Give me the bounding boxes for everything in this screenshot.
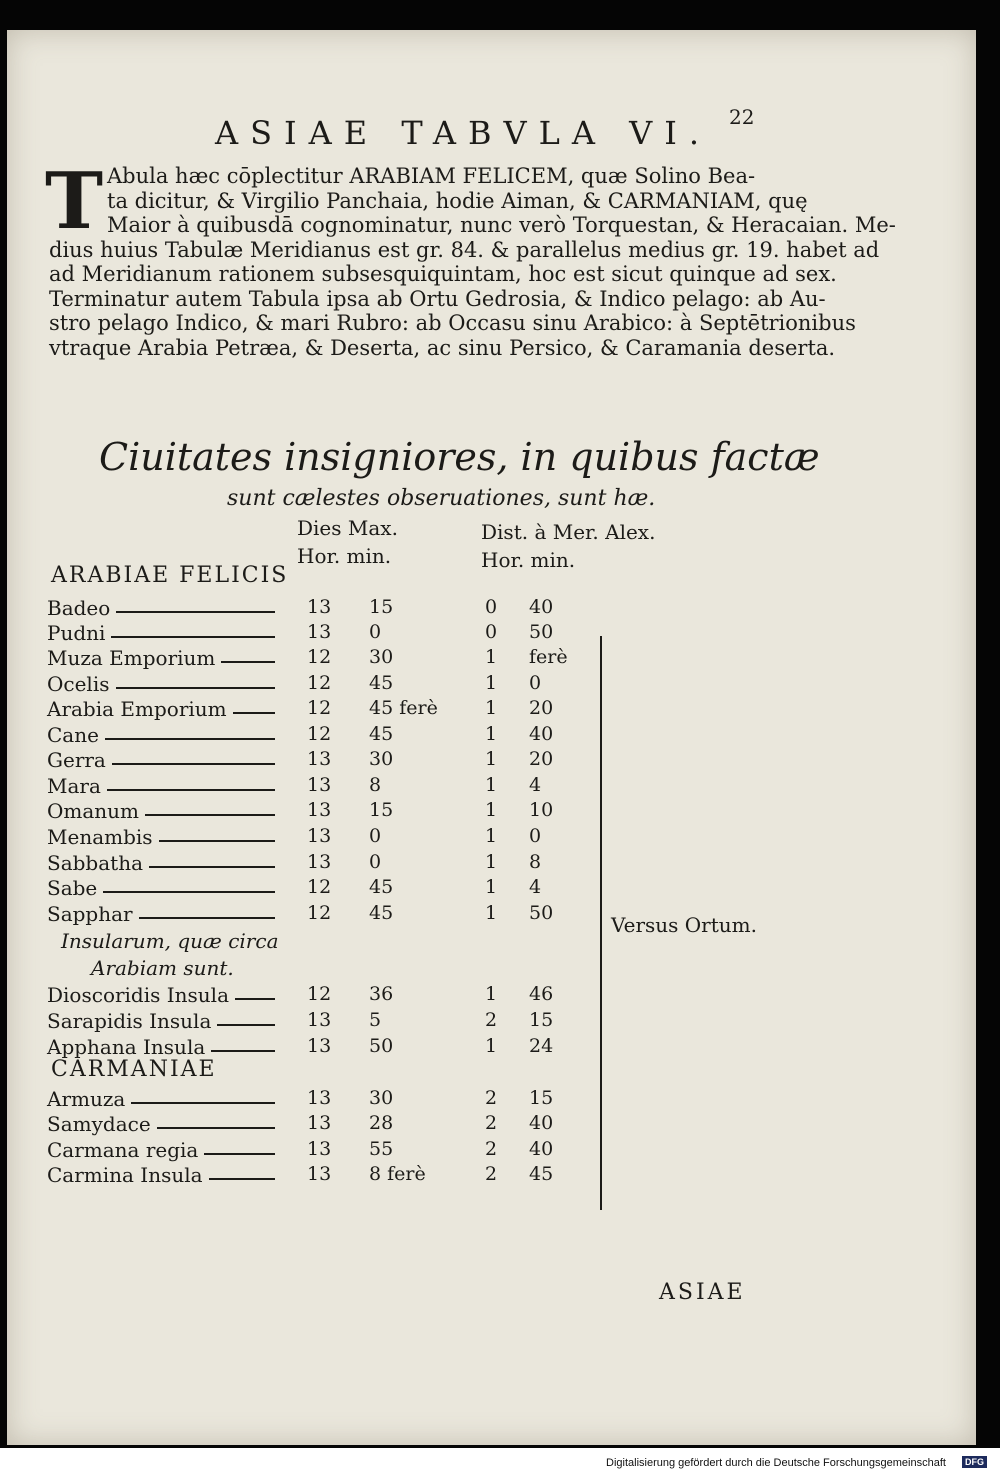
- place-name: Pudni: [47, 621, 106, 645]
- day-hours: 12: [307, 646, 332, 668]
- place-name: Samydace: [47, 1112, 151, 1136]
- dist-minutes: 20: [529, 748, 554, 770]
- day-minutes: 8 ferè: [369, 1163, 426, 1185]
- intro-line: Abula hæc cōplectitur ARABIAM FELICEM, quæ Solino Bea-: [107, 164, 756, 188]
- day-hours: 12: [307, 697, 332, 719]
- day-hours: 13: [307, 799, 332, 821]
- section-label-insularum: Insularum, quæ circa: [61, 929, 279, 953]
- place-name: Armuza: [47, 1087, 126, 1111]
- day-hours: 13: [307, 1087, 332, 1109]
- section-heading: Ciuitates insigniores, in quibus factæ: [99, 435, 820, 479]
- dist-minutes: 4: [529, 774, 542, 796]
- place-name: Sabe: [47, 876, 98, 900]
- leader-line: [159, 840, 275, 842]
- footer-credit: Digitalisierung gefördert durch die Deutsche Forschungsgemeinschaft: [606, 1457, 946, 1469]
- column-header-dist-line2: Hor. min.: [481, 548, 576, 572]
- dist-minutes: 40: [529, 1112, 554, 1134]
- dist-hours: 1: [485, 723, 498, 745]
- dist-minutes: 40: [529, 1138, 554, 1160]
- dist-hours: 1: [485, 774, 498, 796]
- day-hours: 13: [307, 1163, 332, 1185]
- dist-minutes: 15: [529, 1009, 554, 1031]
- dist-minutes: 46: [529, 983, 554, 1005]
- dist-minutes: 15: [529, 1087, 554, 1109]
- dist-minutes: 10: [529, 799, 554, 821]
- intro-line: dius huius Tabulæ Meridianus est gr. 84. & parallelus medius gr. 19. habet ad: [49, 237, 880, 262]
- place-name: Badeo: [47, 596, 111, 620]
- column-header-dies: [297, 514, 398, 570]
- day-hours: 12: [307, 672, 332, 694]
- day-hours: 13: [307, 748, 332, 770]
- place-name: Apphana Insula: [47, 1035, 206, 1059]
- place-name: Carmina Insula: [47, 1163, 203, 1187]
- day-minutes: 30: [369, 646, 394, 668]
- bracket-label: Versus Ortum.: [611, 913, 757, 937]
- book-page: [7, 30, 976, 1445]
- dist-minutes: 24: [529, 1035, 554, 1057]
- day-hours: 12: [307, 723, 332, 745]
- day-minutes: 36: [369, 983, 394, 1005]
- day-hours: 13: [307, 1138, 332, 1160]
- dist-hours: 1: [485, 983, 498, 1005]
- leader-line: [233, 712, 275, 714]
- running-head: ASIAE TABVLA VI.: [215, 114, 712, 152]
- day-minutes: 45: [369, 723, 394, 745]
- intro-line: ad Meridianum rationem subsesquiquintam, hoc est sicut quinque ad sex.: [49, 262, 837, 286]
- day-hours: 12: [307, 983, 332, 1005]
- leader-line: [103, 891, 275, 893]
- day-hours: 13: [307, 1035, 332, 1057]
- place-name: Dioscoridis Insula: [47, 983, 230, 1007]
- place-name: Sarapidis Insula: [47, 1009, 212, 1033]
- dist-hours: 1: [485, 1035, 498, 1057]
- column-header-dist-line1: Dist. à Mer. Alex.: [481, 520, 656, 544]
- leader-line: [209, 1178, 275, 1180]
- dist-hours: 1: [485, 697, 498, 719]
- place-name: Ocelis: [47, 672, 110, 696]
- section-label-carmania: CARMANIAE: [51, 1057, 217, 1082]
- place-name: Muza Emporium: [47, 646, 216, 670]
- leader-line: [221, 661, 275, 663]
- day-minutes: 8: [369, 774, 382, 796]
- dist-hours: 1: [485, 902, 498, 924]
- place-name: Carmana regia: [47, 1138, 199, 1162]
- column-header-dies-line1: Dies Max.: [297, 516, 398, 540]
- dist-hours: 2: [485, 1087, 498, 1109]
- intro-line: vtraque Arabia Petræa, & Deserta, ac sinu Persico, & Caramania deserta.: [49, 335, 836, 360]
- leader-line: [157, 1127, 275, 1129]
- dist-minutes: 0: [529, 825, 542, 847]
- leader-line: [217, 1024, 275, 1026]
- intro-line: ta dicitur, & Virgilio Panchaia, hodie Aiman, & CARMANIAM, quę: [107, 188, 808, 213]
- intro-paragraph: [45, 156, 896, 360]
- day-minutes: 50: [369, 1035, 394, 1057]
- dist-hours: 1: [485, 799, 498, 821]
- dist-minutes: 50: [529, 621, 554, 643]
- dist-minutes: 4: [529, 876, 542, 898]
- day-minutes: 45: [369, 876, 394, 898]
- place-name: Gerra: [47, 748, 106, 772]
- dist-minutes: ferè: [529, 646, 568, 668]
- dist-hours: 1: [485, 876, 498, 898]
- place-name: Mara: [47, 774, 101, 798]
- day-minutes: 45: [369, 902, 394, 924]
- leader-line: [112, 763, 275, 765]
- dist-minutes: 0: [529, 672, 542, 694]
- place-name: Omanum: [47, 799, 140, 823]
- day-minutes: 15: [369, 799, 394, 821]
- dist-hours: 1: [485, 748, 498, 770]
- dist-hours: 1: [485, 851, 498, 873]
- dist-minutes: 45: [529, 1163, 554, 1185]
- dist-hours: 1: [485, 825, 498, 847]
- day-minutes: 55: [369, 1138, 394, 1160]
- dist-hours: 0: [485, 621, 498, 643]
- day-minutes: 30: [369, 1087, 394, 1109]
- day-minutes: 28: [369, 1112, 394, 1134]
- day-hours: 13: [307, 596, 332, 618]
- leader-line: [211, 1050, 275, 1052]
- leader-line: [149, 866, 275, 868]
- leader-line: [111, 636, 275, 638]
- place-name: Menambis: [47, 825, 153, 849]
- column-header-dist: [481, 518, 655, 574]
- drop-cap: T: [45, 156, 104, 247]
- day-hours: 12: [307, 902, 332, 924]
- day-minutes: 30: [369, 748, 394, 770]
- leader-line: [107, 789, 275, 791]
- page-number: 22: [729, 105, 755, 129]
- day-minutes: 0: [369, 825, 382, 847]
- day-hours: 13: [307, 1009, 332, 1031]
- intro-line: Terminatur autem Tabula ipsa ab Ortu Gedrosia, & Indico pelago: ab Au-: [49, 286, 826, 311]
- leader-line: [116, 611, 275, 613]
- day-minutes: 15: [369, 596, 394, 618]
- dist-minutes: 20: [529, 697, 554, 719]
- dist-hours: 2: [485, 1163, 498, 1185]
- day-hours: 13: [307, 774, 332, 796]
- day-hours: 13: [307, 851, 332, 873]
- dist-minutes: 8: [529, 851, 542, 873]
- leader-line: [235, 998, 275, 1000]
- section-label-arabia: ARABIAE FELICIS: [51, 563, 289, 588]
- day-hours: 13: [307, 825, 332, 847]
- intro-line: stro pelago Indico, & mari Rubro: ab Occasu sinu Arabico: à Septētrionibus: [49, 311, 856, 335]
- bracket: [590, 636, 602, 1210]
- catchword: ASIAE: [659, 1280, 746, 1305]
- day-hours: 13: [307, 1112, 332, 1134]
- dist-hours: 1: [485, 646, 498, 668]
- leader-line: [204, 1153, 275, 1155]
- day-minutes: 5: [369, 1009, 382, 1031]
- dist-hours: 1: [485, 672, 498, 694]
- place-name: Cane: [47, 723, 99, 747]
- leader-line: [131, 1102, 275, 1104]
- leader-line: [139, 917, 275, 919]
- day-minutes: 0: [369, 621, 382, 643]
- dist-hours: 2: [485, 1009, 498, 1031]
- dfg-logo: DFG: [962, 1456, 987, 1468]
- intro-line: Maior à quibusdā cognominatur, nunc verò Torquestan, & Heracaian. Me-: [107, 213, 896, 237]
- section-subheading: sunt cælestes obseruationes, sunt hæ.: [227, 486, 656, 511]
- leader-line: [145, 814, 275, 816]
- day-minutes: 45: [369, 672, 394, 694]
- day-hours: 12: [307, 876, 332, 898]
- dist-minutes: 40: [529, 723, 554, 745]
- dist-hours: 2: [485, 1112, 498, 1134]
- day-minutes: 0: [369, 851, 382, 873]
- leader-line: [105, 738, 275, 740]
- place-name: Sapphar: [47, 902, 133, 926]
- section-label-insularum-cont: Arabiam sunt.: [91, 956, 234, 980]
- day-minutes: 45 ferè: [369, 697, 438, 719]
- place-name: Arabia Emporium: [47, 697, 227, 721]
- leader-line: [116, 687, 275, 689]
- place-name: Sabbatha: [47, 851, 143, 875]
- dist-minutes: 40: [529, 596, 554, 618]
- dist-minutes: 50: [529, 902, 554, 924]
- dist-hours: 0: [485, 596, 498, 618]
- column-header-dies-line2: Hor. min.: [297, 544, 392, 568]
- dist-hours: 2: [485, 1138, 498, 1160]
- day-hours: 13: [307, 621, 332, 643]
